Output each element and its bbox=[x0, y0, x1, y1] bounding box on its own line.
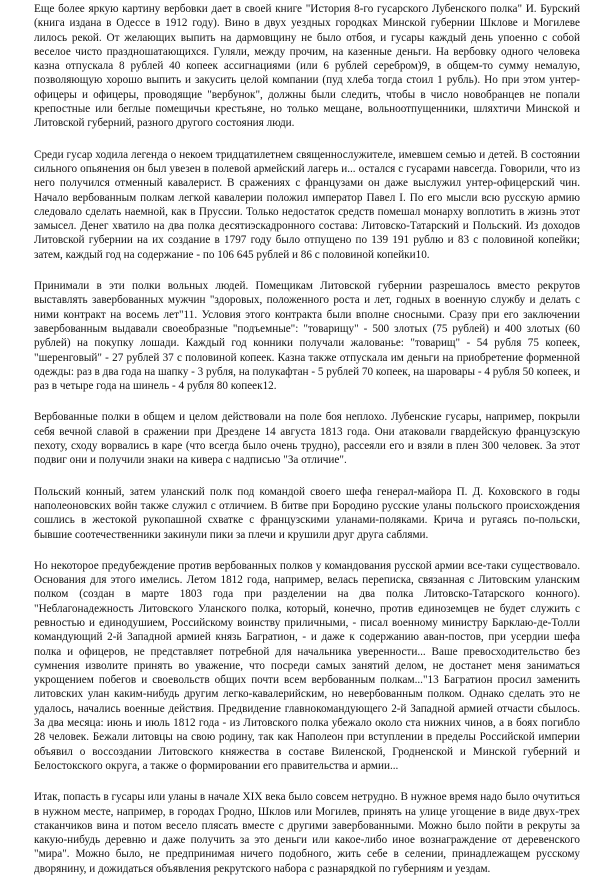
paragraph-4: Вербованные полки в общем и целом действовали на поле боя неплохо. Лубенские гусары, например, покрыли себя вечной славой в сражении при Дрездене 14 августа 1813 года. Они атаковали гвардейскую французскую пехоту, сходу ворвались в каре (что всегда было очень трудно), рассеяли его и взяли в плен 300 человек. За этот подвиг они и получили знаки на кивера с надписью "За отличие". bbox=[34, 411, 580, 467]
paragraph-1: Еще более яркую картину вербовки дает в своей книге "История 8-го гусарского Лубенского полка" И. Бурский (книга издана в Одессе в 1912 году). Вино в двух уездных городках Минской губернии Шклове и Могилеве лилось рекой. От желающих выпить на дармовщину не было отбоя, и гусары каждый день упоенно с собой веселое чисто праздношатающихся. Гуляли, между прочим, на казенные деньги. На вербовку одного человека казна отпускала 8 рублей 40 копеек ассигнациями (или 6 рублей серебром)9, в общем-то сумму немалую, позволяющую хорошо выпить и закусить целой компании (пуд хлеба тогда стоил 1 рубль). Но при этом унтер-офицеры и офицеры, проводящие "вербунок", должны были следить, чтобы в число новобранцев не попали крепостные или беглые помещичьи крестьяне, но только мещане, вольноотпущенники, шляхтичи Минской и Литовской губерний, разного другого состояния люди. bbox=[34, 3, 580, 130]
paragraph-7: Итак, попасть в гусары или уланы в начале XIX века было совсем нетрудно. В нужное время надо было очутиться в нужном месте, например, в городах Гродно, Шклов или Могилев, принять на улице угощение в виде двух-трех стаканчиков вина и потом весело плясать вместе с другими завербованными. Можно было пойти в рекруты за какую-нибудь деревню и даже получить за это деньги или какое-либо иное вознаграждение от деревенского "мира". Можно было, не предпринимая ничего подобного, жить себе в селении, принадлежащем русскому дворянину, и дожидаться объявления рекрутского набора с разнарядкой по губерниям и уездам. bbox=[34, 791, 581, 875]
paragraph-5: Польский конный, затем уланский полк под командой своего шефа генерал-майора П. Д. Коховского в годы наполеоновских войн также служил с отличием. В битве при Бородино русские уланы польского происхождения сошлись в жестокой рукопашной схватке с французскими уланами-поляками. Крича и ругаясь по-польски, бывшие соотечественники закинули пики за плечи и крушили друг друга саблями. bbox=[34, 485, 580, 541]
paragraph-2: Среди гусар ходила легенда о некоем тридцатилетнем священнослужителе, имевшем семью и детей. В состоянии сильного опьянения он был увезен в полевой армейский лагерь и... остался с гусарами навсегда. Говорили, что из него получился отменный кавалерист. В сражениях с французами он даже выслужил унтер-офицерский чин. Начало вербованным полкам легкой кавалерии положил император Павел I. По его мысли всю русскую армию следовало сделать наемной, как в Пруссии. Только недостаток средств помешал монарху воплотить в жизнь этот замысел. Денег хватило на два полка десятиэскадронного состава: Литовско-Татарский и Польский. Из доходов Литовской губернии на их создание в 1797 году было отпущено по 139 191 рублю и 83 с половиной копейки; затем, каждый год на содержание - по 106 645 рублей и 86 с половиной копейки10. bbox=[34, 148, 580, 261]
paragraph-6: Но некоторое предубеждение против вербованных полков у командования русской армии все-таки существовало. Основания для этого имелись. Летом 1812 года, например, велась переписка, связанная с Литовским уланским полком (создан в марте 1803 года при разделении на два полка Литовско-Татарского конного). "Неблагонадежность Литовского Уланского полка, который, конечно, против единоземцев не будет служить с ревностью и единодушием, Российскому воинству приличными, - писал военному министру Барклаю-де-Толли командующий 2-й Западной армией князь Багратион, - и даже к содержанию аван-постов, при усердии шефа полка и офицеров, не представляет потребной для начальника уверенности... Ваше превосходительство без сумнения изволите принять во уважение, что посреди самых занятий делом, не достанет меня заниматься укрощением побегов и своевольств общих почти всем вербованным полкам..."13 Багратион просил заменить литовских улан каким-нибудь другим легко-кавалерийским, но невербованным полком. Однако сделать это не удалось, начались военные действия. Предвидение главнокомандующего 2-й Западной армией отчасти сбылось. За два месяца: июнь и июль 1812 года - из Литовского полка убежало около ста нижних чинов, а в боях погибло 28 человек. Бежали литовцы на свою родину, так как Наполеон при вступлении в пределы Российской империи объявил о воссоздании Литовского княжества в составе Виленской, Гродненской и Минской губерний и Белостокского округа, а также о формировании его правительства и армии... bbox=[34, 559, 580, 772]
paragraph-3: Принимали в эти полки вольных людей. Помещикам Литовской губернии разрешалось вместо рекрутов выставлять завербованных мужчин "здоровых, положенного роста и лет, годных в военную службу и делать с ними контракт на восемь лет"11. Условия этого контракта были вполне сносными. Сразу при его заключении завербованным выдавали своеобразные "подъемные": "товарищу" - 500 злотых (75 рублей) и 400 злотых (60 рублей) на покупку лошади. Каждый год конники получали жалованье: "товарищ" - 54 рубля 75 копеек, "шеренговый" - 27 рублей 37 с половиной копеек. Казна также отпускала им деньги на приобретение форменной одежды: раз в два года на шапку - 3 рубля, на полукафтан - 5 рублей 70 копеек, на шаровары - 4 рубля 50 копеек, и раз в четыре года на шинель - 4 рубля 80 копеек12. bbox=[34, 280, 580, 393]
